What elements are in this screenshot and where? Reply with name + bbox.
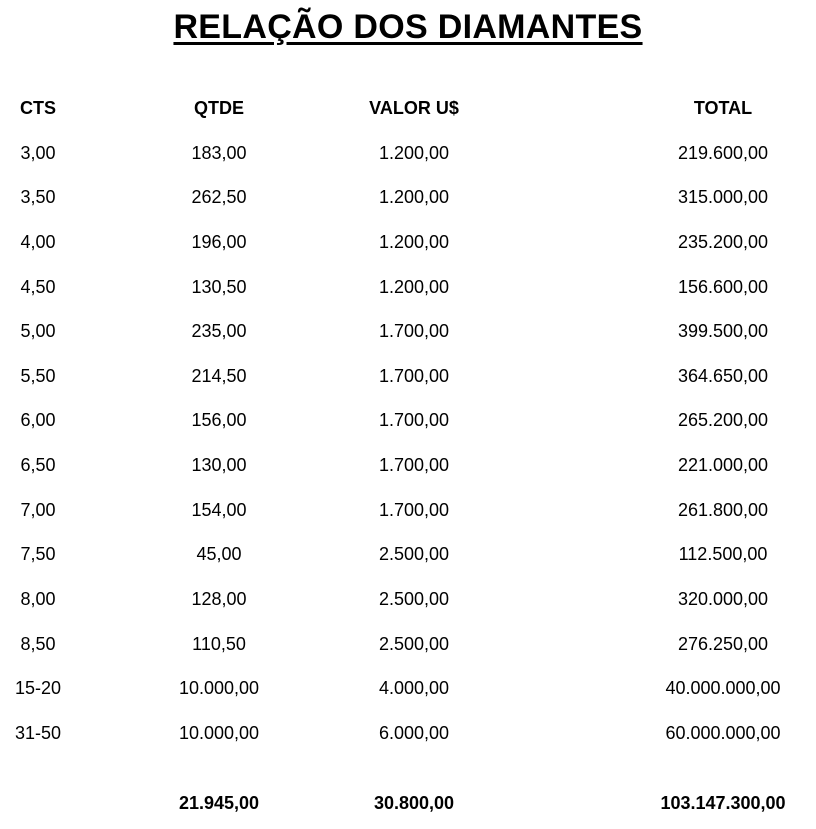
cell-cts: 4,00 [20, 232, 56, 252]
total-qtde: 21.945,00 [178, 793, 260, 813]
cell-qtde: 196,00 [191, 232, 247, 252]
cell-qtde: 235,00 [191, 321, 247, 341]
cell-valor: 1.200,00 [378, 143, 450, 163]
cell-valor: 1.700,00 [378, 410, 450, 430]
cell-qtde: 130,50 [191, 277, 247, 297]
cell-total: 221.000,00 [677, 455, 769, 475]
cell-qtde: 262,50 [191, 187, 247, 207]
cell-cts: 15-20 [14, 678, 62, 698]
cell-qtde: 214,50 [191, 366, 247, 386]
cell-qtde: 183,00 [191, 143, 247, 163]
cell-valor: 4.000,00 [378, 678, 450, 698]
cell-total: 40.000.000,00 [665, 678, 781, 698]
cell-valor: 1.700,00 [378, 366, 450, 386]
page-title: RELAÇÃO DOS DIAMANTES [173, 8, 643, 46]
cell-qtde: 10.000,00 [178, 723, 260, 743]
cell-valor: 6.000,00 [378, 723, 450, 743]
cell-cts: 8,00 [20, 589, 56, 609]
cell-qtde: 156,00 [191, 410, 247, 430]
cell-cts: 5,00 [20, 321, 56, 341]
cell-valor: 2.500,00 [378, 634, 450, 654]
total-sum: 103.147.300,00 [660, 793, 786, 813]
cell-cts: 8,50 [20, 634, 56, 654]
header-total: TOTAL [693, 98, 753, 118]
cell-total: 399.500,00 [677, 321, 769, 341]
cell-qtde: 10.000,00 [178, 678, 260, 698]
cell-cts: 7,50 [20, 544, 56, 564]
cell-cts: 5,50 [20, 366, 56, 386]
cell-valor: 1.200,00 [378, 277, 450, 297]
cell-total: 235.200,00 [677, 232, 769, 252]
cell-cts: 3,50 [20, 187, 56, 207]
cell-total: 112.500,00 [678, 544, 768, 564]
cell-valor: 2.500,00 [378, 544, 450, 564]
cell-total: 276.250,00 [677, 634, 769, 654]
cell-qtde: 110,50 [192, 634, 246, 654]
header-cts: CTS [20, 98, 56, 118]
cell-valor: 1.700,00 [378, 455, 450, 475]
cell-total: 315.000,00 [677, 187, 769, 207]
cell-cts: 6,00 [20, 410, 56, 430]
cell-total: 261.800,00 [677, 500, 769, 520]
header-valor: VALOR U$ [369, 98, 459, 118]
total-valor: 30.800,00 [373, 793, 455, 813]
cell-total: 265.200,00 [677, 410, 769, 430]
cell-qtde: 130,00 [191, 455, 247, 475]
cell-total: 60.000.000,00 [665, 723, 781, 743]
cell-total: 156.600,00 [677, 277, 769, 297]
cell-qtde: 128,00 [191, 589, 247, 609]
cell-cts: 6,50 [20, 455, 56, 475]
cell-qtde: 45,00 [196, 544, 242, 564]
cell-valor: 1.200,00 [378, 232, 450, 252]
header-qtde: QTDE [193, 98, 245, 118]
cell-total: 219.600,00 [677, 143, 769, 163]
cell-cts: 31-50 [14, 723, 62, 743]
cell-cts: 7,00 [20, 500, 56, 520]
cell-qtde: 154,00 [191, 500, 247, 520]
cell-total: 364.650,00 [677, 366, 769, 386]
cell-valor: 2.500,00 [378, 589, 450, 609]
cell-cts: 4,50 [20, 277, 56, 297]
cell-valor: 1.700,00 [378, 500, 450, 520]
cell-valor: 1.700,00 [378, 321, 450, 341]
cell-cts: 3,00 [20, 143, 56, 163]
cell-total: 320.000,00 [677, 589, 769, 609]
cell-valor: 1.200,00 [378, 187, 450, 207]
